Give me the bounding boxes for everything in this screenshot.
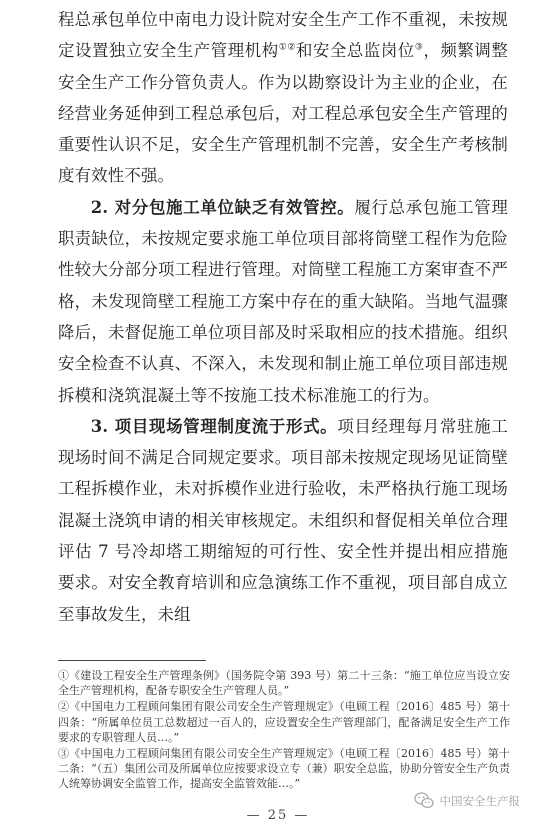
- footnote-ref-1-2: ①②: [278, 42, 296, 53]
- footnote-ref-3: ③: [414, 42, 424, 53]
- footnotes: [58, 668, 510, 793]
- section-heading-3: 3. 项目现场管理制度流于形式。: [90, 416, 338, 436]
- footnote-2: ②《中国电力工程顾问集团有限公司安全生产管理规定》（电顾工程〔2016〕485 号）第十四条：“所属单位员工总数超过一百人的，应设置安全生产管理部门，配备满足安全生产工作要求的专职管理人员…。”: [58, 700, 510, 744]
- paragraph-1-text-b: 和安全总监岗位: [296, 41, 415, 61]
- watermark: [414, 792, 521, 809]
- body-text: [58, 4, 508, 630]
- paragraph-1-text-a: 程总承包单位中南电力设计院对安全生产工作不重视，未按规定设置独立安全生产管理机构: [58, 10, 508, 61]
- paragraph-1: [58, 4, 508, 192]
- paragraph-3-body: 项目经理每月常驻施工现场时间不满足合同规定要求。项目部未按规定现场见证筒壁工程拆模作业，未对拆模作业进行验收，未严格执行施工现场混凝土浇筑申请的相关审核规定。未组织和督促相关单位合理评估 7 号冷却塔工期缩短的可行性、安全性并提出相应措施要求。对安全教育培训和应急演练工作不重视，项目部自成立至事故发生，未组: [58, 416, 508, 624]
- watermark-text: 中国安全生产报: [439, 793, 520, 808]
- section-heading-2: 2. 对分包施工单位缺乏有效管控。: [90, 197, 355, 217]
- paragraph-2-body: 履行总承包施工管理职责缺位，未按规定要求施工单位项目部将筒壁工程作为危险性较大分部分项工程进行管理。对筒壁工程施工方案审查不严格，未发现筒壁工程施工方案中存在的重大缺陷。当地气温骤降后，未督促施工单位项目部及时采取相应的技术措施。组织安全检查不认真、不深入，未发现和制止施工单位项目部违规拆模和浇筑混凝土等不按施工技术标准施工的行为。: [58, 197, 508, 405]
- footnote-1: ①《建设工程安全生产管理条例》（国务院令第 393 号）第二十三条：“施工单位应当设立安全生产管理机构，配备专职安全生产管理人员。”: [58, 669, 510, 698]
- paragraph-2: [58, 192, 508, 411]
- footnote-divider: [58, 660, 206, 661]
- paragraph-3: [58, 411, 508, 630]
- footnote-3: ③《中国电力工程顾问集团有限公司安全生产管理规定》（电顾工程〔2016〕485 号）第十二条：“（五）集团公司及所属单位应按要求设立专（兼）职安全总监，协助分管安全生产负责人统筹协调安全监管工作，提高安全监管效能…。”: [58, 747, 510, 791]
- wechat-icon: [414, 792, 434, 809]
- page-number: — 25 —: [246, 808, 310, 823]
- paragraph-1-text-c: ，频繁调整安全生产工作分管负责人。作为以勘察设计为主业的企业，在经营业务延伸到工程总承包后，对工程总承包安全生产管理的重要性认识不足，安全生产管理机制不完善，安全生产考核制度有效性不强。: [58, 41, 508, 186]
